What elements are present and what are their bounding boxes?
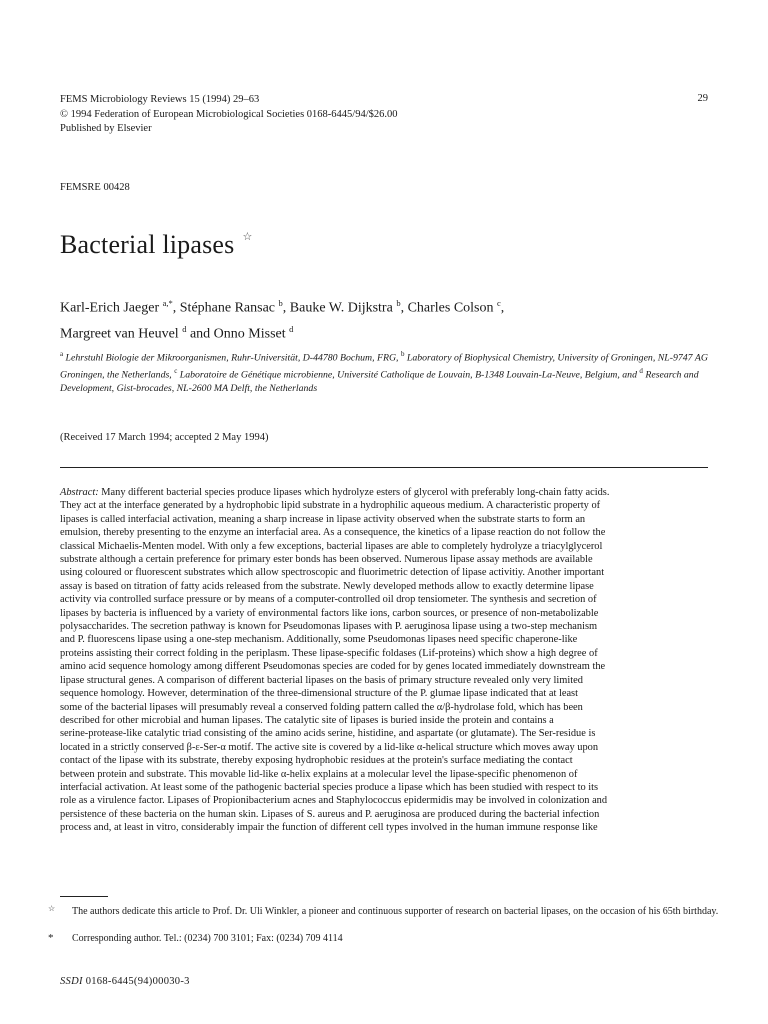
abstract-line: lipases is called interfacial activation, meaning a sharp increase in lipase activity observed when the substrate starts to form an [60, 513, 586, 525]
ssdi-label: SSDI [60, 976, 83, 987]
affiliation-text: Lehrstuhl Biologie der Mikroorganismen, Ruhr-Universität, D-44780 Bochum, FRG, [63, 352, 401, 364]
author-affiliation-mark: a,* [162, 298, 173, 308]
copyright-line: © 1994 Federation of European Microbiological Societies 0168-6445/94/$26.00 [60, 108, 398, 120]
author-list: Karl-Erich Jaeger $^{a,*}$, Stéphane Ransac $^b$, Bauke W. Dijkstra $^b$, Charles Colson $^c$, Margreet van Heuvel $^d$ and Onno Misset $^d$ [60, 298, 505, 342]
abstract-line: classical Michaelis-Menten model. With only a few exceptions, bacterial lipases are able to completely hydrolyze a triacylglycerol [60, 540, 603, 552]
footnote-dedication-text: The authors dedicate this article to Prof. Dr. Uli Winkler, a pioneer and continuous supporter of research on bacterial lipases, on the occasion of his 65th birthday. [72, 906, 719, 917]
affiliation-mark: a [60, 350, 64, 358]
abstract-line: sequence homology. However, determination of the three-dimensional structure of the P. glumae lipase indicated that at least [60, 688, 578, 700]
abstract-line: emulsion, thereby presenting to the enzyme an interfacial area. As a consequence, the kinetics of a lipase reaction do not follow the [60, 527, 606, 539]
affiliation-mark: b [400, 350, 405, 358]
abstract [60, 486, 710, 835]
abstract-line: Many different bacterial species produce lipases which hydrolyze esters of glycerol with preferably long-chain fatty acids. [101, 487, 610, 498]
affiliations [60, 348, 710, 395]
footnote-asterisk-icon: * [48, 932, 54, 944]
abstract-line: lipases by bacteria is influenced by a variety of environmental factors like ions, carbon sources, or presence of non-metabolizable [60, 607, 599, 619]
abstract-line: contact of the lipase with its substrate, thereby exposing hydrophobic residues at the protein's surface mediating the contact [60, 755, 573, 767]
affiliation-text: Laboratoire de Génétique microbienne, Université Catholique de Louvain, B-1348 Louvain-La-Neuve, Belgium, and [177, 369, 640, 381]
abstract-line: using coloured or fluorescent substrates which allow spectroscopic and fluorimetric detection of lipase activitiy. Another important [60, 567, 605, 579]
abstract-label: Abstract: [60, 487, 99, 498]
author-name: Bauke W. Dijkstra [289, 300, 393, 316]
footnote-corresponding-text: Corresponding author. Tel.: (0234) 700 3101; Fax: (0234) 709 4114 [72, 933, 343, 944]
abstract-line: persistence of these bacteria on the human skin. Lipases of S. aureus and P. aeruginosa are produced during the bacterial infection [60, 808, 600, 820]
author-affiliation-mark: b [396, 298, 401, 308]
affiliation-mark: d [639, 366, 643, 375]
article-title [60, 230, 253, 260]
abstract-line: process and, at least in vitro, considerably impair the function of different cell types involved in the human immune response like [60, 822, 598, 834]
author-name: Karl-Erich Jaeger [60, 300, 160, 316]
abstract-body [60, 487, 609, 833]
abstract-line: some of the bacterial lipases will presumably reveal a conserved folding pattern called the α/β-hydrolase fold, which has been [60, 701, 583, 713]
footnote-dedication [48, 902, 722, 918]
author-affiliation-mark: d [289, 323, 294, 334]
abstract-line: lipase structural genes. A comparison of different bacterial lipases on the basis of primary structure revealed only very limited [60, 674, 583, 686]
author-affiliation-mark: c [497, 298, 501, 308]
author-name: Onno Misset [213, 326, 286, 342]
abstract-line: assay is based on titration of fatty acids released from the substrate. Newly developed methods allow to exactly determine lipase [60, 580, 594, 592]
footnote-star-icon: ☆ [48, 904, 56, 913]
affiliation-text: Laboratory of Biophysical Chemistry, University of Groningen, NL-9747 AG Groningen, the Netherlands, [60, 352, 708, 381]
affiliation-mark: c [174, 366, 178, 375]
section-divider [60, 467, 708, 468]
abstract-line: They act at the interface generated by a hydrophobic lipid substrate in a hydrophilic aqueous medium. A characteristic property of [60, 500, 601, 512]
abstract-line: and P. fluorescens lipase using a one-step mechanism. Additionally, some Pseudomonas lipases need specific chaperone-like [60, 634, 578, 646]
abstract-line: between protein and substrate. This movable lid-like α-helix explains at a molecular level the lipase-specific phenomenon of [60, 768, 578, 780]
abstract-line: located in a strictly conserved β-ε-Ser-α motif. The active site is covered by a lid-like α-helical structure which moves away upon [60, 741, 599, 753]
page-number: 29 [697, 93, 708, 104]
abstract-line: activity via controlled surface pressure or by means of a computer-controlled oil drop tensiometer. The synthesis and secretion of [60, 594, 597, 606]
footnote-corresponding [48, 932, 722, 945]
abstract-line: amino acid sequence homology among different Pseudomonas species are coded for by genes located immediately downstream the [60, 661, 606, 673]
author-name: Charles Colson [407, 300, 494, 316]
affiliation-text: Research and Development, Gist-brocades, NL-2600 MA Delft, the Netherlands [60, 369, 699, 394]
received-dates: (Received 17 March 1994; accepted 2 May 1994) [60, 432, 269, 443]
abstract-line: serine-protease-like catalytic triad consisting of the amino acids serine, histidine, and aspartate (or glutamate). The Ser-residue is [60, 728, 596, 740]
abstract-line: polysaccharides. The secretion pathway is known for Pseudomonas lipases with P. aeruginosa lipase using a two-step mechanism [60, 621, 598, 633]
journal-header [60, 93, 398, 137]
abstract-line: interfacial activation. At least some of the pathogenic bacterial species produce a lipase which has been studied with respect to its [60, 781, 599, 793]
abstract-line: substrate although a certain preference for primary ester bonds has been observed. Numerous lipase assay methods are available [60, 554, 593, 566]
author-name: Stéphane Ransac [179, 300, 276, 316]
article-title-text: Bacterial lipases [60, 230, 235, 259]
footnote-divider [60, 896, 108, 897]
abstract-line: role as a virulence factor. Lipases of Propionibacterium acnes and Staphylococcus epidermidis may be involved in colonization and [60, 795, 608, 807]
dedication-star-icon: ☆ [242, 231, 253, 243]
journal-citation: FEMS Microbiology Reviews 15 (1994) 29–63 [60, 94, 260, 105]
article-code: FEMSRE 00428 [60, 182, 130, 193]
ssdi-value: 0168-6445(94)00030-3 [82, 976, 190, 987]
abstract-line: described for other microbial and human lipases. The catalytic site of lipases is buried inside the protein and contains a [60, 714, 554, 726]
author-name: Margreet van Heuvel [60, 326, 179, 342]
author-affiliation-mark: b [278, 298, 283, 308]
ssdi-identifier [60, 976, 190, 987]
author-affiliation-mark: d [182, 323, 187, 334]
abstract-line: proteins assisting their correct folding in the periplasm. These lipase-specific foldases (Lif-proteins) which show a high degree of [60, 647, 598, 659]
publisher-line: Published by Elsevier [60, 123, 152, 134]
